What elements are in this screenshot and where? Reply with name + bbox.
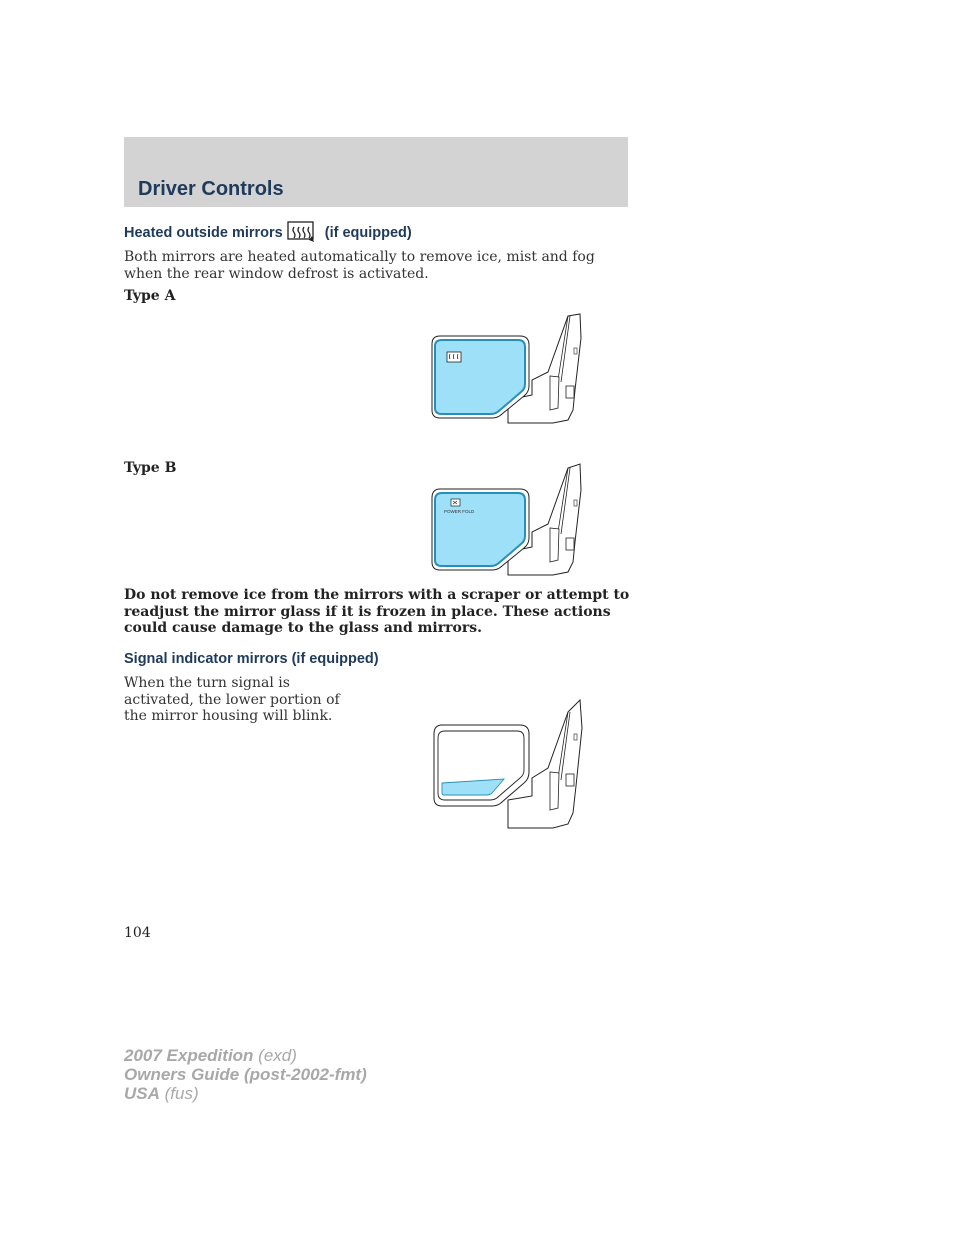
footer-market-code: (fus) <box>164 1084 199 1103</box>
type-a-mirror-figure <box>428 310 588 434</box>
footer-model: 2007 Expedition <box>124 1046 254 1065</box>
power-fold-label: POWER FOLD <box>444 509 475 514</box>
section-header-band <box>124 137 628 207</box>
signal-mirrors-description: When the turn signal is activated, the lower portion of the mirror housing will blink. <box>124 675 340 724</box>
type-b-mirror-figure <box>428 462 588 586</box>
footer-market: USA <box>124 1084 160 1103</box>
footer-model-code: (exd) <box>258 1046 297 1065</box>
rear-defrost-icon <box>287 221 315 247</box>
page-number: 104 <box>124 925 151 941</box>
signal-mirror-figure <box>428 698 588 847</box>
type-a-label: Type A <box>124 288 176 304</box>
type-b-label: Type B <box>124 460 177 476</box>
warning-text: Do not remove ice from the mirrors with a scraper or attempt to readjust the mirror glass if it is frozen in place. These actions could cause damage to the glass and mirrors. <box>124 587 630 637</box>
heated-mirrors-description: Both mirrors are heated automatically to remove ice, mist and fog when the rear window defrost is activated. <box>124 249 595 282</box>
document-footer <box>124 1046 367 1103</box>
signal-mirrors-heading: Signal indicator mirrors (if equipped) <box>124 651 379 667</box>
footer-guide: Owners Guide (post-2002-fmt) <box>124 1065 367 1084</box>
heated-mirrors-heading-text: Heated outside mirrors <box>124 225 283 241</box>
heated-mirrors-heading <box>124 221 412 247</box>
section-title: Driver Controls <box>138 178 284 200</box>
heated-mirrors-heading-suffix: (if equipped) <box>324 225 412 241</box>
